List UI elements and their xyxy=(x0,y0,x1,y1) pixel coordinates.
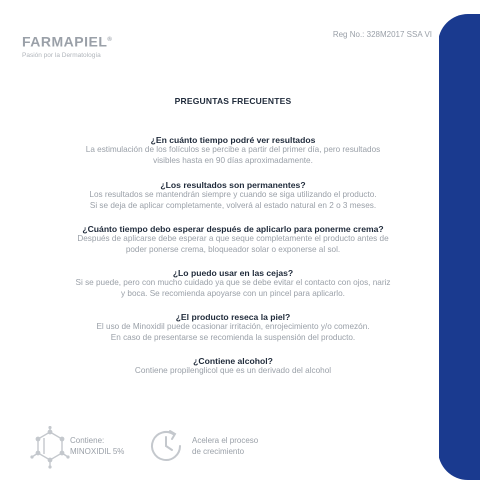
faq-title: PREGUNTAS FRECUENTES xyxy=(174,96,292,106)
faq-answer-line: visibles hasta en 90 días aproximadamente. xyxy=(153,155,313,165)
faq-question: ¿Los resultados son permanentes? xyxy=(160,180,306,190)
brand-logo xyxy=(22,32,112,60)
faq-answer-line: Si se deja de aplicar completamente, volverá al estado natural en 2 o 3 meses. xyxy=(89,200,377,210)
side-band-highlight xyxy=(436,16,439,478)
faq-question: ¿Lo puedo usar en las cejas? xyxy=(172,268,294,278)
faq-answer-line: poder ponerse crema, bloqueador solar o exponerse al sol. xyxy=(125,244,341,254)
faq-answer-line: y boca. Se recomienda apoyarse con un pincel para aplicarlo. xyxy=(121,288,345,298)
faq-answer-line: En caso de presentarse se recomienda la suspensión del producto. xyxy=(110,332,356,342)
feature-line: Acelera el proceso xyxy=(192,436,259,445)
brand-mark: ® xyxy=(107,37,113,43)
faq-item xyxy=(40,135,426,166)
molecule-icon xyxy=(30,426,70,475)
faq-answer-line: El uso de Minoxidil puede ocasionar irritación, enrojecimiento y/o comezón. xyxy=(96,322,370,331)
feature-line: Contiene: xyxy=(70,436,105,445)
feature-line: MINOXIDIL 5% xyxy=(70,446,125,456)
faq-section xyxy=(40,96,426,375)
faq-item xyxy=(40,268,426,299)
faq-answer-line: La estimulación de los folículos se percibe a partir del primer día, pero resultados xyxy=(85,145,381,154)
faq-item xyxy=(40,224,426,255)
faq-question: ¿Contiene alcohol? xyxy=(193,356,273,366)
feature-line: de crecimiento xyxy=(192,446,245,456)
faq-question: ¿El producto reseca la piel? xyxy=(175,312,291,322)
feature-minoxidil xyxy=(70,436,150,457)
brand-tagline: Pasión por la Dermatología xyxy=(22,51,101,59)
faq-question: ¿En cuánto tiempo podré ver resultados xyxy=(150,135,316,145)
feature-growth xyxy=(192,436,282,457)
faq-answer-line: Contiene propilenglicol que es un derivado del alcohol xyxy=(134,366,332,375)
faq-item xyxy=(40,312,426,343)
faq-item xyxy=(40,356,426,377)
faq-answer-line: Después de aplicarse debe esperar a que seque completamente el producto antes de xyxy=(77,234,389,243)
brand-name: FARMAPIEL xyxy=(22,33,108,50)
faq-item xyxy=(40,180,426,211)
registration-number: Reg No.: 328M2017 SSA VI xyxy=(332,30,432,39)
faq-answer-line: Los resultados se mantendrán siempre y cuando se siga utilizando el producto. xyxy=(89,190,377,199)
faq-answer-line: Si se puede, pero con mucho cuidado ya que se debe evitar el contacto con ojos, nariz xyxy=(75,278,391,287)
clock-growth-icon xyxy=(146,426,186,471)
blue-side-band xyxy=(438,14,480,480)
faq-question: ¿Cuánto tiempo debo esperar después de aplicarlo para ponerme crema? xyxy=(82,224,384,234)
